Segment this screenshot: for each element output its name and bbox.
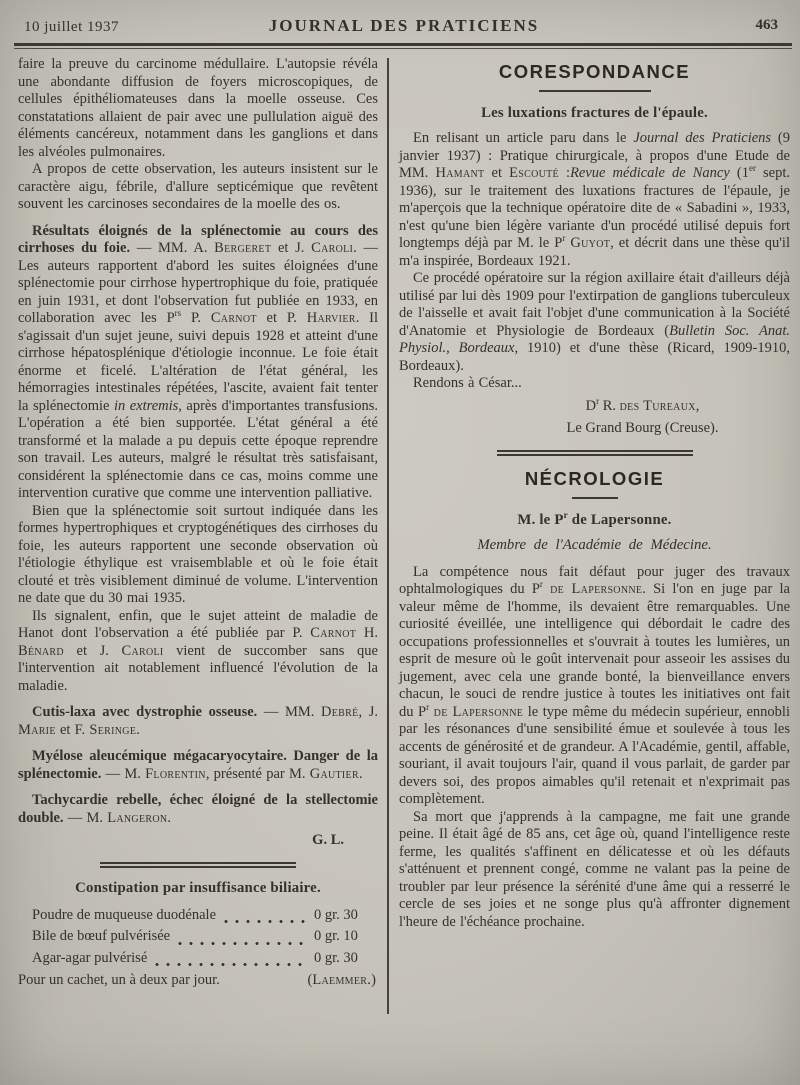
text-run: Cutis-laxa avec dystrophie osseuse. (32, 704, 264, 720)
recipe-amount: 0 gr. 30 (314, 949, 358, 966)
text-run: et J. (271, 240, 312, 256)
entry-cutis-laxa (18, 704, 378, 739)
text-columns (18, 56, 790, 1014)
text-run: de Lapersonne (433, 703, 524, 720)
recipe-title: Constipation par insuffisance biliaire. (75, 879, 321, 896)
text-run: , après d'importantes transfusions. L'opération a été bien supportée. L'état général a été transformé et la malade a pu depuis cette époque reprendre son travail. Les auteurs, malgré le résultat très satisfaisant, considérent la splénectomie dans ce cas, moins comme une intervention curative que comme une intervention palliative. (18, 397, 378, 501)
text-run: Journal des Praticiens (633, 130, 772, 146)
recipe-footer (18, 970, 378, 992)
text-run: En relisant un article paru dans le (413, 130, 634, 146)
text-run: . — Les auteurs rapportent d'abord les suites éloignées d'une splénectomie pour cirrhose hypertrophique du foie, pratiquée en juin 1931, et dont l'observation fut publiée en 1933, en collaboration avec les P (18, 240, 378, 326)
text-run: P. (181, 310, 211, 326)
text-run: des Tureaux (619, 397, 696, 414)
text-run: Tachycardie rebelle, échec éloigné de la stellectomie double. (18, 792, 378, 826)
recipe-dots-leader (224, 920, 306, 923)
section-correspondance (399, 61, 790, 92)
text-run: Caroli (311, 240, 354, 256)
text-run: le type même du médecin supérieur, ennobli par les résonances d'une sensibilité émue et soulevée à tous les accents de générosité et de grandeur. A l'Académie, gentil, affable, souriant, il avait toujours l'air, quand il vous parlait, de garder par devers soi, des propos aimables qu'il retenait et n'exprimait pas complètement. (399, 703, 790, 807)
text-run: rs (174, 308, 182, 319)
text-run: , 1910) et d'une thèse (Ricard, 1909-1910, Bordeaux). (399, 340, 790, 374)
header-rule (14, 43, 792, 49)
recipe-label: Poudre de muqueuse duodénale (32, 906, 217, 923)
paragraph-hanot (18, 608, 378, 696)
journal-title: JOURNAL DES PRATICIENS (268, 16, 540, 35)
text-run: M. le P (517, 511, 564, 528)
text-run: et F. (55, 721, 90, 738)
section-divider-rule (497, 450, 693, 456)
text-run: Guyot (570, 235, 611, 251)
article-title-luxations: Les luxations fractures de l'épaule. (481, 105, 708, 121)
recipe-label: Agar-agar pulvérisé (32, 949, 148, 966)
text-run: : (558, 165, 571, 181)
page-header (24, 15, 784, 39)
text-run: R. (599, 397, 620, 414)
text-run: Gautier (309, 765, 359, 782)
text-run: er (748, 163, 756, 174)
text-run: . (358, 765, 363, 782)
text-run: D (585, 397, 597, 414)
text-run: Myélose aleucémique mégacaryocytaire. Danger de la splénectomie. (18, 748, 378, 782)
text-run: Caroli (121, 642, 164, 659)
paragraph-relisant (399, 130, 790, 270)
text-run: Bénard (18, 642, 64, 659)
page-number: 463 (755, 17, 778, 33)
text-run: ( (307, 972, 313, 988)
text-run: . (136, 721, 140, 738)
text-run: — MM. (263, 704, 321, 720)
entry-tachycardie (18, 792, 378, 827)
paragraph-seconde-observation (18, 503, 378, 608)
right-column (399, 56, 790, 1014)
recipe-label: Bile de bœuf pulvérisée (32, 928, 171, 944)
recipe-amount: 0 gr. 30 (314, 906, 358, 923)
text-run: Rendons à César... (413, 375, 522, 391)
text-run: . Il s'agissait d'un sujet jeune, suivi depuis 1928 et atteint d'une cirrhose hépatosplénique d'étiologie inconnue. Le foie était énorme et ficelé. L'altération de l'état général, les hémorragies intestinales répétées, l'ascite, avaient fait tenter la splénectomie (18, 310, 378, 414)
text-run: , J. (358, 704, 378, 720)
text-run: Marie (18, 721, 56, 738)
paragraph-rendons (399, 375, 790, 393)
text-run: G. L. (312, 832, 344, 848)
text-run: H. (356, 625, 378, 641)
recipe-line (18, 948, 378, 970)
text-run: Florentin (145, 765, 206, 782)
text-run: , présenté par M. (205, 765, 310, 782)
text-run: vient de succomber sans que l'intervention ait notablement influencé l'évolution de la maladie. (18, 642, 378, 694)
text-run: Bien que la splénectomie soit surtout indiquée dans les formes hypertrophiques et cryptogénétiques des cirrhoses du foie, les auteurs rapportent une seconde observation où l'étiologie éthylique est vraisemblable et où le foie était clouté et très visiblement diminué de volume. L'intervention ne date que du 30 mai 1935. (18, 502, 378, 606)
text-run: , et décrit dans une thèse qu'il m'a inspirée, Bordeaux 1921. (399, 235, 790, 269)
text-run: in extremis (113, 397, 179, 414)
left-column (18, 56, 378, 1014)
text-run: et P. (256, 310, 307, 326)
paragraph-carcinome (18, 56, 378, 161)
article-subtitle-academie: Membre de l'Académie de Médecine. (477, 536, 712, 553)
section-necrologie (399, 468, 790, 499)
text-run: faire la preuve du carcinome médullaire. L'autopsie révéla une abondante diffusion de foyers microscopiques, de cellules épithéliomateuses dans la moelle osseuse. Ces constatations allaient de pair avec une pullulation aiguë des éléments cancéreux, notamment dans les ganglions et dans les alvéoles pulmonaires. (18, 56, 378, 160)
text-run: et J. (63, 642, 122, 659)
text-run: r (562, 233, 566, 244)
text-run: . Si l'on en juge par la valeur même de l'homme, ils devaient être remarquables. Une curiosité éveillée, une intelligence qui débordait le cadre des occupations professionnelles et s'ouvrait à toutes les lumières, un esprit de mesure où le goût intervenait pour asseoir les assises du jugement, avec cela une grande bonté, la bienveillance envers chacun, le souci de rendre justice à toutes les initiatives ont fait du P (399, 581, 790, 720)
recipe-dots-leader (178, 942, 306, 945)
text-run: , (695, 397, 700, 414)
recipe-footer-right (308, 970, 376, 992)
text-run: Hamant (435, 165, 485, 181)
signature-tureaux (399, 395, 790, 416)
text-run: r (596, 395, 600, 406)
section-title: NÉCROLOGIE (524, 467, 665, 489)
paragraph-competence (399, 564, 790, 809)
text-run: Bergeret (214, 240, 272, 256)
entry-myelose (18, 748, 378, 783)
text-run: Résultats éloignés de la splénectomie au cours des cirrhoses du foie. (18, 222, 378, 256)
paragraph-sa-mort (399, 809, 790, 932)
paragraph-observation (18, 161, 378, 214)
text-run: Laemmer. (312, 972, 372, 988)
text-run: Ce procédé opératoire sur la région axillaire était d'ailleurs déjà utilisé par lui dès 1909 pour l'extirpation de ganglions tuberculeux de l'aisselle et avait fait l'objet d'une communication à la Société d'Anatomie et Physiologie de Bordeaux ( (399, 270, 790, 339)
text-run: Harvier (306, 310, 356, 326)
section-title-rule (539, 90, 651, 92)
text-run: (9 janvier 1937) : Pratique chirurgicale, à propos d'une Etude de MM. (399, 130, 790, 181)
recipe-line (18, 926, 378, 948)
column-divider-rule (387, 58, 389, 1014)
text-run (543, 581, 550, 597)
issue-date: 10 juillet 1937 (24, 19, 119, 35)
text-run: r (539, 579, 543, 590)
text-run: ) (371, 972, 376, 988)
text-run: Revue médicale de Nancy (570, 165, 730, 181)
text-run: — M. (105, 765, 146, 782)
recipe-footer-left: Pour un cachet, un à deux par jour. (18, 972, 220, 988)
text-run: de Lapersonne. (567, 511, 672, 528)
text-run: — M. (67, 809, 108, 826)
text-run: Escouté (509, 165, 559, 181)
text-run: — MM. A. (136, 240, 215, 256)
text-run: Carnot (310, 625, 357, 641)
text-run: Seringe (89, 721, 137, 738)
recipe-table (18, 905, 378, 970)
recipe-amount: 0 gr. 10 (314, 928, 358, 944)
signature-gl (18, 832, 378, 850)
section-title: CORESPONDANCE (498, 61, 691, 82)
text-run: . (167, 809, 172, 826)
section-title-rule (572, 497, 618, 499)
text-run: Le Grand Bourg (Creuse). (566, 420, 719, 436)
text-run: de Lapersonne (550, 581, 643, 597)
text-run: A propos de cette observation, les auteurs insistent sur le caractère aigu, fébrile, d'allure septicémique que revêtent souvent les carcinoses secondaires de la moelle des os. (18, 161, 378, 212)
signature-grand-bourg (399, 420, 790, 438)
text-run: Sa mort que j'apprends à la campagne, me fait une grande peine. Il était âgé de 85 ans, cet âge où, quand l'intelligence reste ferme, les qualités s'affinent en délicatesse et où les défauts s'atténuent et prennent congé, comme ne valant pas la peine de troubler par leur présence la sérénité d'une âme qui a resserré le cercle de ses joies et ne songe plus qu'à affronter dignement l'heure de l'échéance prochaine. (399, 808, 790, 930)
text-run: Ils signalent, enfin, que le sujet atteint de maladie de Hanot dont l'observation a été publiée par P. (18, 607, 378, 641)
article-title-lapersonne (399, 509, 790, 529)
text-run: Langeron (107, 809, 168, 826)
paragraph-procede (399, 270, 790, 375)
text-run: r (426, 701, 430, 712)
text-run: sept. 1936), sur le traitement des luxations fractures de l'épaule, je m'aperçois que la technique opératoire dite de « Sabadini », 1933, n'est qu'une bien légère variante d'un procédé utilisé depuis fort longtemps déjà par M. le P (399, 165, 791, 251)
text-run: La compétence nous fait défaut pour juger des travaux ophtalmologiques du P (399, 563, 790, 597)
text-run: Bulletin Soc. Anat. Physiol., Bordeaux (399, 322, 790, 356)
text-run: Carnot (210, 310, 257, 326)
text-run: (1 (729, 165, 749, 181)
section-divider-rule (100, 862, 296, 868)
recipe-dots-leader (155, 963, 306, 966)
text-run: Debré (320, 704, 359, 720)
recipe-line (18, 905, 378, 927)
text-run: et (484, 165, 510, 181)
entry-splenectomie (18, 223, 378, 503)
text-run: r (563, 509, 568, 520)
